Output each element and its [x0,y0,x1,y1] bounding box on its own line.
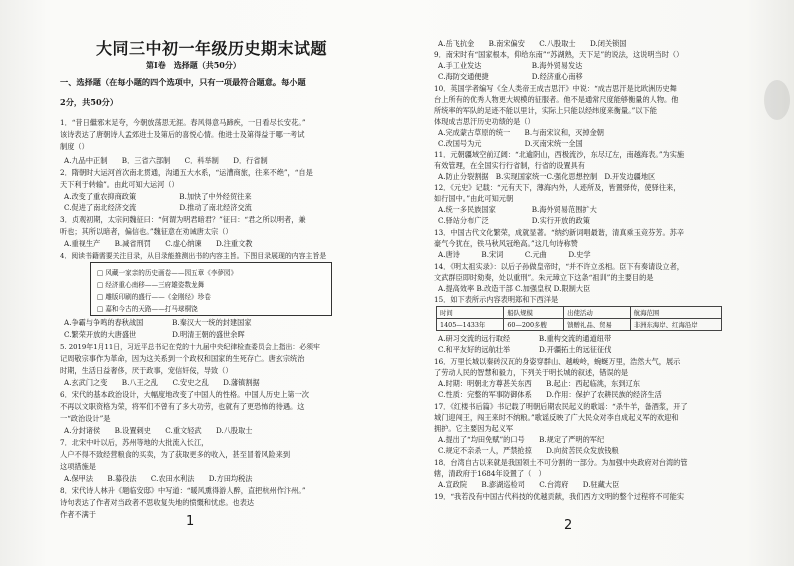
page-number: 1 [186,514,195,529]
text-line: 9．南宋时有“国家根本，仰给东南”“苏湖熟，天下足”的说法，这说明当时（） [434,50,684,59]
table-header: 船队规模 [504,307,564,319]
text-line: 记周敬宗事作为革命，因为这关系到一个政权和国家的生死存亡。唐玄宗统治 [60,354,305,363]
option-line: A.改变了重农抑商政策 B.加快了中外经贸往来 [64,192,252,201]
text-line: 这项措施是 [60,462,96,471]
toc-item: □ 嘉和今古的天路——打马球桐饶 [97,305,198,313]
option-line: A.宣政院 B.澎湖巡检司 C.台湾府 D.驻藏大臣 [438,480,620,489]
toc-item: □ 经济重心南移——三府雄姿数龙舞 [97,281,205,289]
text-line: 14．《明太祖实录》：以后子孙做皇帝时，“并不许立丞相。臣下有奏请设立者， [434,262,684,271]
text-line: 有效管理，在全国实行行省制，行省的设置具有 [434,161,585,170]
right-page [400,0,794,566]
text-line: 作者不满于 [60,510,96,519]
text-line: 1．“昔日繼邪末足夸，今朝放荡思无涯。春风得意马蹄疾，一日看尽长安花。” [60,118,306,127]
option-line: C.促进了南北经济交流 D.推动了南北经济交流 [64,203,252,212]
text-line: 辖，清政府于1684年设置了（ ） [434,469,546,478]
option-line: C.规定不亲杀一人，严禁抢掠 D.向贫苦民众发放钱粮 [438,446,619,455]
text-line: 6．宋代的基本政治设计，大幅度地改变了中国人的性格。中国人历史上第一次 [60,390,309,399]
text-line: 7．北宋中叶以后，苏州等地的大批流入长江， [60,438,209,447]
text-line: 台上所有的优秀人物更大规模的征服者。他不是通常尺度能够衡量的人物。他 [434,95,679,104]
option-line: C.改国号为元 D.灭南宋统一全国 [438,139,583,148]
table-header: 时间 [437,307,504,319]
option-line: A.保甲法 B.募役法 C.农田水利法 D.方田均税法 [64,474,253,483]
text-line: 一“政治设计”是 [60,414,111,423]
text-line: 所统率的军队的足迹不能以里计，实际上只能以经纬度来衡量。”以下能 [434,106,657,115]
text-line: 12．《元史》记载：“元有天下，薄海内外，人迹所及，皆置驿传，使驿往来， [434,183,681,192]
text-line: 不再以文职资格为荣，将军们不曾有了多大功劳，也就有了更恐怖的待遇。这 [60,402,305,411]
text-line: 人户不得不致经营粮食的买卖，为了获取更多的收入，甚至冒着风险来到 [60,450,291,459]
text-line: 文武群臣即时劾奏，处以重刑”。朱元璋立下这条“祖训”的主要目的是 [434,273,654,282]
option-line: C.海防交通便捷 D.经济重心南移 [438,72,583,81]
text-line: 19．“我若没有中国古代科技的优越贡献，我们西方文明的整个过程将不可能实 [434,492,685,501]
table-header: 出使活动 [564,307,631,319]
option-line: A.完成蒙古草原的统一 B.与南宋议和，灭掉金朝 [438,128,604,137]
text-line: 诗句表达了作者对当政者不思收复失地的愤慨和忧虑。也表达 [60,498,255,507]
option-line: A.手工业发达 B.海外贸易发达 [438,61,583,70]
table-of-contents-box [90,262,332,316]
option-line: A.九品中正制 B．三省六部制 C．科举制 D．行省制 [64,156,268,165]
table-cell: 60—200多艘 [504,319,564,331]
option-line: A.分封诸侯 B.设置刺史 C.重文轻武 D.八股取士 [64,426,253,435]
option-line: C.繁荣开放的大唐盛世 D.明清王朝的盛世余晖 [64,330,245,339]
option-line: A.玄武门之变 B.八王之乱 C.安史之乱 D.藩镇割据 [64,378,260,387]
text-line: 11．元朝疆域空前辽阔：“北逾阴山，西极流沙，东尽辽左，南越海表。”为实施 [434,150,685,159]
text-line: 该诗表达了唐朝诗人孟郊进士及第后的喜悦心情。他进士及第得益于哪一考试 [60,130,305,139]
toc-item: □ 雕版印刷的盛行——《金刚经》珍卷 [97,293,211,301]
text-line: 2．隋朝时大运河首次南北贯通，沟通五大水系，“运漕商旅，往来不绝”，“自是 [60,168,313,177]
text-line: 听也；其所以暗者，偏信也。”魏征意在劝诫唐太宗（） [60,227,233,236]
option-line: A.唐诗 B.宋词 C.元曲 D.史学 [438,250,591,259]
zhenghe-voyage-table [436,306,722,331]
option-line: A.提高效率 B.改造干部 C.加强皇权 D.限制大臣 [438,284,591,293]
option-line: A.统一多民族国家 B.海外贸易范围扩大 [438,205,597,214]
text-line: 时期，生活日益奢侈，厌于政事，宠信奸佞，导致（） [60,366,233,375]
text-line: 天下利于转输”。由此可知大运河（） [60,180,179,189]
text-line: 17．《红楼书后篇》书记载了明朝后期农民起义的歌谣：“杀牛羊，备酒浆，开了 [434,402,688,411]
page-number: 2 [564,518,573,533]
text-line: 了劳动人民的智慧和毅力，下列关于明长城的叙述，错误的是 [434,368,629,377]
option-line: C.和平友好的远航壮举 D.开疆拓土的远征征伐 [438,345,612,354]
instruction-line-2: 2分，共50分） [60,97,119,107]
text-line: 5. 2019年1月11日，习近平总书记在党的十九届中央纪律检查委员会上指出：必须牢 [60,343,320,351]
text-line: 如行国中。”由此可知元朝 [434,194,514,203]
text-line: 8．宋代诗人林升《题临安邸》中写道：“暖风熏得游人醉，直把杭州作汴州。” [60,486,306,495]
table-cell: 非洲东海岸、红海沿岸 [630,319,721,331]
text-line: 城门迎闯王，闯王来时不纳粮。”歌谣反映了广大民众对李自成起义军的欢迎和 [434,413,679,422]
option-line: A.时期：明朝北方尊甚关东西 B.起止：西起临洮，东到辽东 [438,379,640,388]
text-line: 制度（） [60,142,89,151]
option-line: A.重视生产 B.减省刑罚 C.虚心纳谏 D.注重文教 [64,239,253,248]
text-line: 拥护。它主要因为起义军 [434,424,514,433]
text-line: 4．阅读书籍需要关注目录，从目录能推测出书的内容主旨。下图目录展现的内容主旨是 [60,252,327,260]
text-line: 16．万里长城以秦砖汉瓦的身姿穿群山、越峻岭，蜿蜒万里，浩然大气，展示 [434,357,681,366]
toc-item: □ 风藏一家亲的历史画卷——园五章《李夢园》 [97,269,238,277]
text-line: 豪气今犹在，铁马秋风冠绝高。”这几句诗称赞 [434,239,578,248]
option-line: C.驿站分布广泛 D.实行开放的政策 [438,216,590,225]
instruction-line-1: 一、选择题（在每小题的四个选项中，只有一项最符合题意。每小题 [60,77,306,87]
scan-smudge [764,80,790,120]
option-line: A.争霸与争鸣的春秋战国 B.秦汉大一统的封建国家 [64,318,252,327]
text-line: 体现成吉思汗历史功绩的是（） [434,117,535,126]
option-line: C.性质：完整的军事防御体系 D.作用：保护了农耕民族的经济生活 [438,390,662,399]
text-line: 18．台湾自古以来就是我国领土不可分割的一部分。为加强中央政府对台湾的管 [434,458,688,467]
section-heading: 第Ⅰ卷 选择题（共50分） [146,60,241,70]
option-line: A.研习交流的远行取经 B.重构交流的通道纽带 [438,334,612,343]
text-line: 10．英国学者编写《全人类帝王成吉思汗》中说：“成吉思汗是比欧洲历史舞 [434,84,677,93]
option-line: A.岳飞抗金 B.南宋偏安 C.八股取士 D.闭关锁国 [438,39,627,48]
text-line: 15．如下表所示内容表明郑和下西洋是 [434,295,559,304]
text-line: 13．中国古代文化繁荣，成就显著。“纳约新词唱最谐，清真乘玉竞芬芳。苏辛 [434,228,685,237]
exam-title: 大同三中初一年级历史期末试题 [96,39,328,58]
option-line: A.提出了“均田免赋”的口号 B.规定了严明的军纪 [438,435,605,444]
text-line: 3．贞观初期，太宗问魏征曰：“何谓为明君暗君？”征曰：“君之所以明者，兼 [60,215,306,224]
table-cell: 1405—1433年 [437,319,504,331]
table-cell: 馈赠礼品、贸易 [564,319,631,331]
option-line: A.防止分裂割据 B.实现国家统一C.强化思想控制 D.开发边疆地区 [438,172,656,181]
table-header: 航海范围 [630,307,721,319]
